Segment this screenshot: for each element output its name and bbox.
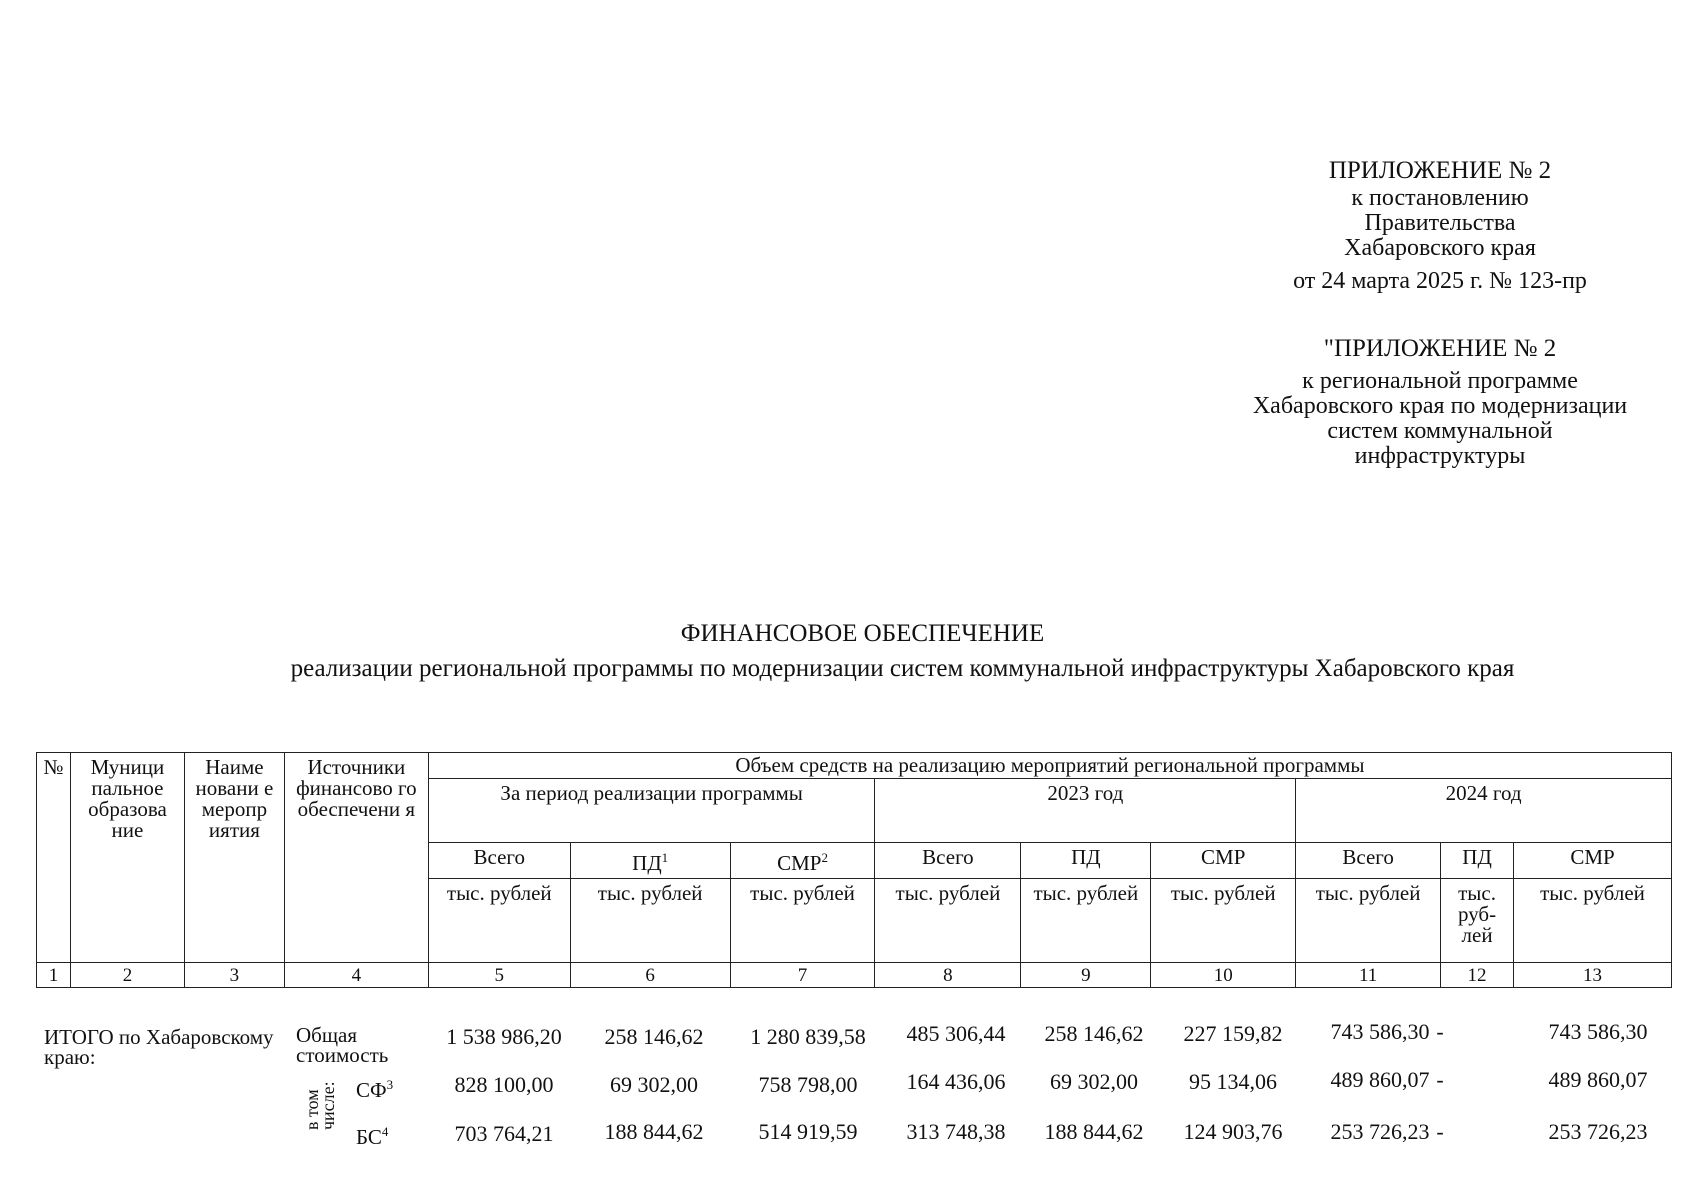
appendix-line: Хабаровского края по модернизации bbox=[1252, 393, 1628, 419]
column-index: 9 bbox=[1021, 963, 1151, 988]
unit-label: тыс. рублей bbox=[1151, 879, 1296, 963]
value-cell: 485 306,44 bbox=[906, 1021, 1006, 1046]
value-cell: 703 764,21 bbox=[454, 1121, 554, 1146]
document-title: ФИНАНСОВОЕ ОБЕСПЕЧЕНИЕ bbox=[680, 620, 1045, 647]
column-index: 6 bbox=[570, 963, 730, 988]
appendix-line: к региональной программе bbox=[1302, 368, 1578, 394]
subheader-total: Всего bbox=[428, 843, 570, 879]
unit-label: тыс. рублей bbox=[570, 879, 730, 963]
column-index: 5 bbox=[428, 963, 570, 988]
value-cell: 743 586,30 bbox=[1548, 1019, 1648, 1044]
column-index: 10 bbox=[1151, 963, 1296, 988]
total-label: ИТОГО по Хабаровскому краю: bbox=[44, 1025, 274, 1069]
unit-label: тыс. рублей bbox=[875, 879, 1021, 963]
unit-label: тыс. рублей bbox=[428, 879, 570, 963]
header-funding-volume: Объем средств на реализацию мероприятий региональной программы bbox=[428, 753, 1671, 779]
value-cell: 253 726,23 bbox=[1548, 1119, 1648, 1144]
subheader-smr: СМР bbox=[1514, 843, 1672, 879]
source-bs: $БС^4$ bbox=[356, 1124, 389, 1149]
including-label: в том числе: bbox=[302, 1081, 338, 1130]
column-index: 3 bbox=[184, 963, 284, 988]
source-sf: $СФ^3$ bbox=[356, 1077, 394, 1102]
value-cell: 514 919,59 bbox=[758, 1119, 858, 1144]
document-subtitle: реализации региональной программы по модернизации систем коммунальной инфраструктуры Хабаровского края bbox=[290, 655, 1515, 682]
subheader-smr: СМР bbox=[1151, 843, 1296, 879]
subheader-pd: ПД bbox=[1021, 843, 1151, 879]
value-cell: 828 100,00 bbox=[454, 1072, 554, 1097]
value-cell: 124 903,76 bbox=[1183, 1119, 1283, 1144]
appendix-line: Хабаровского края bbox=[1344, 235, 1536, 261]
column-index: 2 bbox=[70, 963, 184, 988]
appendix-line: Правительства bbox=[1364, 210, 1516, 236]
value-cell: 743 586,30 bbox=[1330, 1019, 1430, 1044]
header-period-total: За период реализации программы bbox=[428, 779, 875, 843]
column-index: 1 bbox=[37, 963, 71, 988]
column-index: 13 bbox=[1514, 963, 1672, 988]
value-cell: 69 302,00 bbox=[610, 1072, 698, 1097]
column-index: 12 bbox=[1441, 963, 1514, 988]
unit-label: тыс. рублей bbox=[730, 879, 875, 963]
unit-label: тыс. рублей bbox=[1021, 879, 1151, 963]
value-cell: 95 134,06 bbox=[1189, 1069, 1277, 1094]
value-cell: - bbox=[1436, 1019, 1444, 1044]
header-number: № bbox=[37, 753, 71, 963]
header-period-2023: 2023 год bbox=[875, 779, 1296, 843]
value-cell: 188 844,62 bbox=[1044, 1119, 1144, 1144]
value-cell: 69 302,00 bbox=[1050, 1069, 1138, 1094]
funding-table-header bbox=[36, 752, 1672, 988]
unit-label: тыс. рублей bbox=[1514, 879, 1672, 963]
appendix-line: систем коммунальной bbox=[1327, 418, 1553, 444]
appendix-block-decree bbox=[1220, 158, 1660, 294]
value-cell: 489 860,07 bbox=[1330, 1067, 1430, 1092]
value-cell: 313 748,38 bbox=[906, 1119, 1006, 1144]
appendix-title: "ПРИЛОЖЕНИЕ № 2 bbox=[1323, 335, 1557, 362]
subheader-total: Всего bbox=[875, 843, 1021, 879]
value-cell: 489 860,07 bbox=[1548, 1067, 1648, 1092]
value-cell: - bbox=[1436, 1119, 1444, 1144]
unit-label: тыс. рублей bbox=[1296, 879, 1441, 963]
column-index: 8 bbox=[875, 963, 1021, 988]
header-event-name: Наиме новани е меропр иятия bbox=[184, 753, 284, 963]
column-index: 11 bbox=[1296, 963, 1441, 988]
value-cell: 1 280 839,58 bbox=[750, 1024, 866, 1049]
header-period-2024: 2024 год bbox=[1296, 779, 1672, 843]
value-cell: 1 538 986,20 bbox=[446, 1024, 562, 1049]
unit-label: тыс. руб- лей bbox=[1441, 879, 1514, 963]
value-cell: 258 146,62 bbox=[604, 1024, 704, 1049]
appendix-date: от 24 марта 2025 г. № 123-пр bbox=[1293, 268, 1587, 294]
value-cell: 188 844,62 bbox=[604, 1119, 704, 1144]
value-cell: 164 436,06 bbox=[906, 1069, 1006, 1094]
subheader-total: Всего bbox=[1296, 843, 1441, 879]
appendix-title: ПРИЛОЖЕНИЕ № 2 bbox=[1328, 157, 1552, 184]
value-cell: 227 159,82 bbox=[1183, 1021, 1283, 1046]
value-cell: 253 726,23 bbox=[1330, 1119, 1430, 1144]
value-cell: 758 798,00 bbox=[758, 1072, 858, 1097]
subheader-pd: ПД bbox=[1441, 843, 1514, 879]
subheader-smr: СМР$^2$ bbox=[730, 843, 875, 879]
column-index: 7 bbox=[730, 963, 875, 988]
value-cell: - bbox=[1436, 1067, 1444, 1092]
appendix-line: к постановлению bbox=[1351, 185, 1529, 211]
header-funding-sources: Источники финансово го обеспечени я bbox=[284, 753, 428, 963]
appendix-block-program bbox=[1190, 336, 1690, 469]
header-municipality: Муници пальное образова ние bbox=[70, 753, 184, 963]
subheader-pd: $ПД^1$ bbox=[570, 843, 730, 879]
appendix-line: инфраструктуры bbox=[1354, 443, 1526, 469]
column-index: 4 bbox=[284, 963, 428, 988]
source-total-cost: Общая стоимость bbox=[296, 1023, 389, 1067]
value-cell: 258 146,62 bbox=[1044, 1021, 1144, 1046]
